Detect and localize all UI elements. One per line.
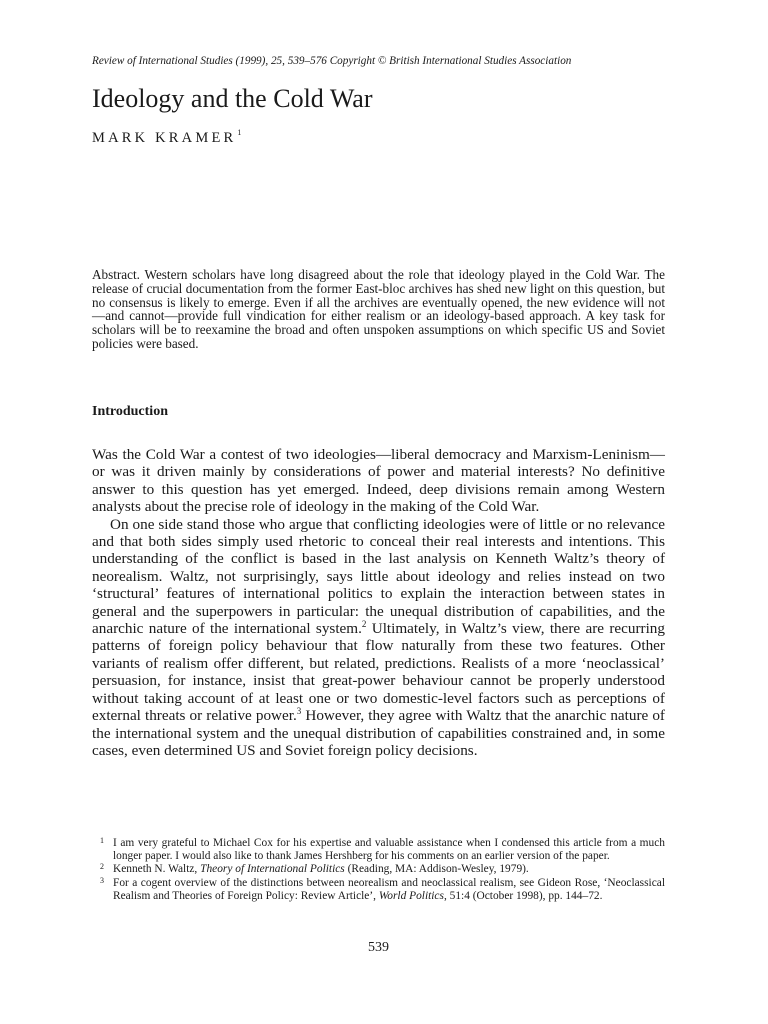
- footnote-italic-title: Theory of International Politics: [200, 863, 345, 876]
- footnote-number: 2: [100, 862, 104, 872]
- footnote-3: [100, 877, 665, 903]
- paragraph-2-part-c: However, they agree with Waltz that the anarchic nature of the international system and the unequal distribution of capabilities constrained and, in some cases, even determined US and Soviet foreign policy decisions.: [92, 707, 665, 759]
- author-footnote-ref[interactable]: 1: [237, 128, 242, 137]
- journal-header: Review of International Studies (1999), 25, 539–576 Copyright © British International Studies Association: [92, 55, 572, 67]
- paragraph-2-part-b: Ultimately, in Waltz’s view, there are recurring patterns of foreign policy behaviour that flow naturally from these two features. Other variants of realism offer different, but related, predictions. Realists of a more ‘neoclassical’ persuasion, for instance, insist that great-power behaviour cannot be properly understood without taking account of at least one or two domestic-level factors such as perceptions of external threats or relative power.: [92, 620, 665, 725]
- section-heading: Introduction: [92, 404, 168, 419]
- article-title: Ideology and the Cold War: [92, 84, 373, 113]
- footnote-2: [100, 863, 665, 876]
- author-name: MARK KRAMER: [92, 130, 237, 146]
- footnote-ref-2[interactable]: 2: [361, 619, 367, 630]
- paragraph-2-part-a: On one side stand those who argue that conflicting ideologies were of little or no relevance and that both sides simply used rhetoric to conceal their real interests and intentions. This understanding of the conflict is based in the last analysis on Kenneth Waltz’s theory of neorealism. Waltz, not surprisingly, says little about ideology and relies instead on two ‘structural’ features of international politics to explain the interaction between states in general and the superpowers in particular: the unequal distribution of capabilities, and the anarchic nature of the international system.: [92, 515, 665, 638]
- footnote-number: 3: [100, 875, 104, 885]
- footnote-text: Kenneth N. Waltz,: [113, 863, 201, 876]
- footnote-text: I am very grateful to Michael Cox for his expertise and valuable assistance when I condensed this article from a much longer paper. I would also like to thank James Hershberg for his comments on an earlier version of the paper.: [113, 837, 665, 863]
- footnote-1: [100, 837, 665, 863]
- page-number: 539: [368, 940, 389, 955]
- paragraph-2: [92, 516, 665, 760]
- abstract: Abstract. Western scholars have long disagreed about the role that ideology played in the Cold War. The release of crucial documentation from the former East-bloc archives has shed new light on this question, but no consensus is likely to emerge. Even if all the archives are eventually opened, the new evidence will not—and cannot—provide full vindication for either realism or an ideology-based approach. A key task for scholars will be to reexamine the broad and often unspoken assumptions on which specific US and Soviet policies were based.: [92, 267, 665, 351]
- footnote-number: 1: [100, 836, 104, 845]
- footnotes: [100, 837, 665, 903]
- footnote-text: (Reading, MA: Addison-Wesley, 1979).: [344, 863, 529, 876]
- footnote-italic-title: World Politics: [378, 889, 444, 902]
- paragraph-1: Was the Cold War a contest of two ideologies—liberal democracy and Marxism-Leninism—or was it driven mainly by considerations of power and material interests? No definitive answer to this question has yet emerged. Indeed, deep divisions remain among Western analysts about the precise role of ideology in the making of the Cold War.: [92, 446, 665, 516]
- article-body: [92, 446, 665, 759]
- author-line: [92, 128, 241, 147]
- footnote-text: For a cogent overview of the distinctions between neorealism and neoclassical realism, see Gideon Rose, ‘Neoclassical Realism and Theories of Foreign Policy: Review Article’,: [113, 876, 665, 902]
- footnote-ref-3[interactable]: 3: [296, 706, 302, 717]
- footnote-text: , 51:4 (October 1998), pp. 144–72.: [443, 889, 603, 902]
